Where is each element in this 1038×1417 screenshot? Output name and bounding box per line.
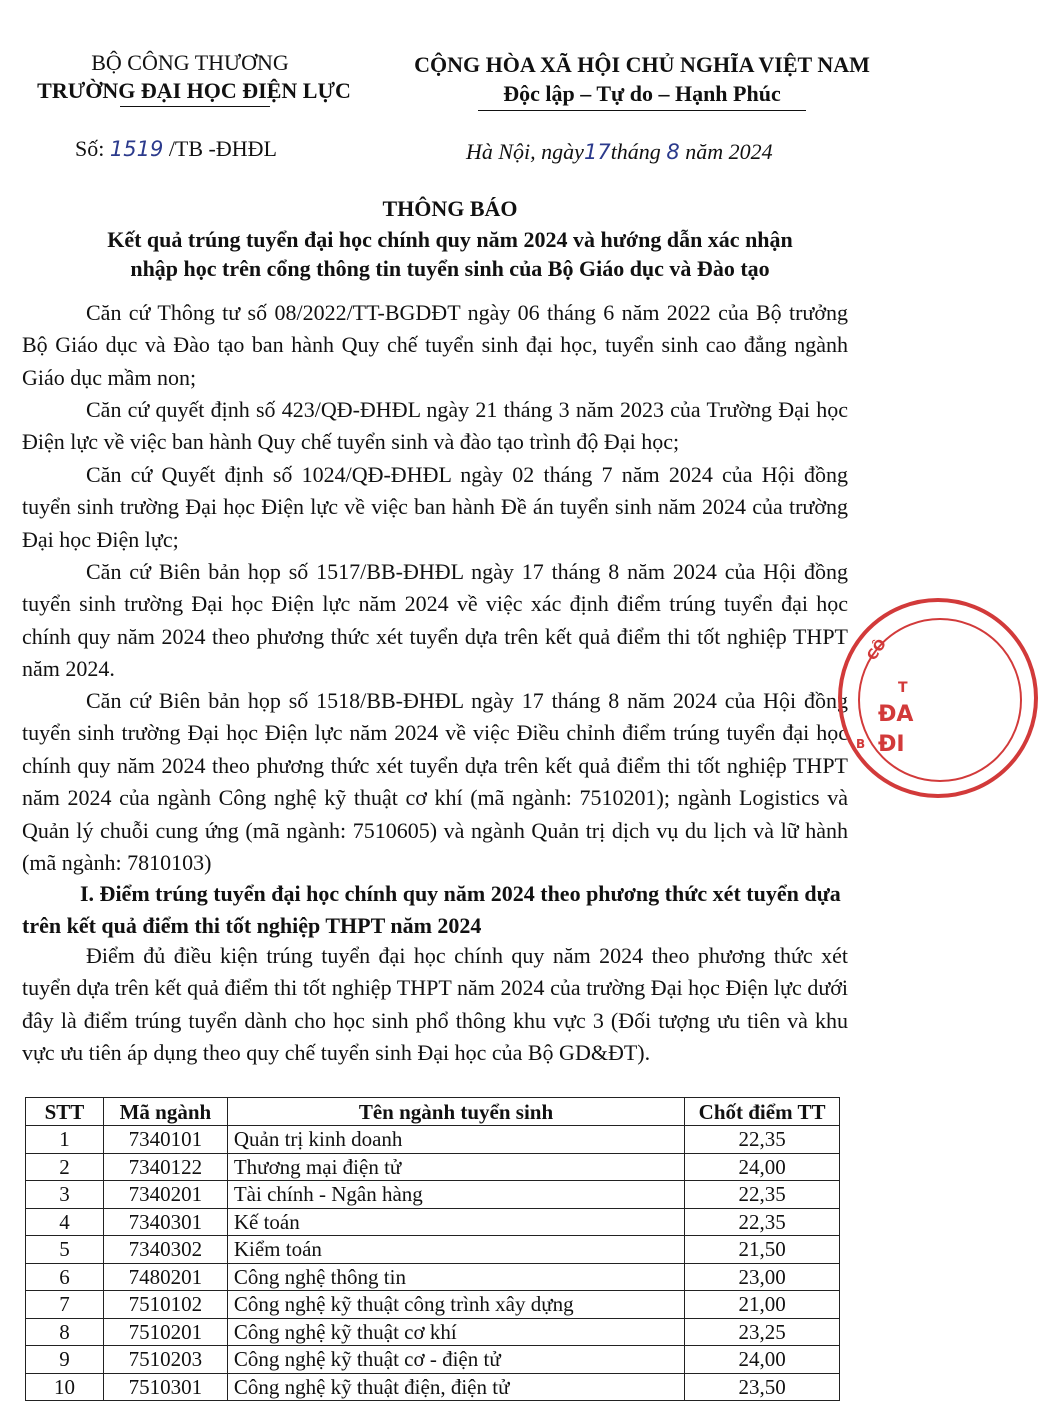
document-title: THÔNG BÁO — [382, 196, 518, 221]
paragraph-legal-basis-2: Căn cứ quyết định số 423/QĐ-ĐHĐL ngày 21 tháng 3 năm 2023 của Trường Đại học Điện lực về việc ban hành Quy chế tuyển sinh và đào tạo trình độ Đại học; — [22, 397, 848, 455]
cell-code: 7510301 — [103, 1373, 227, 1401]
column-header: Chốt điểm TT — [685, 1098, 840, 1126]
date-year: năm 2024 — [685, 139, 773, 164]
cell-score: 23,00 — [685, 1263, 840, 1291]
cell-score: 21,00 — [685, 1291, 840, 1319]
table-row — [26, 1208, 840, 1236]
cell-score: 22,35 — [685, 1126, 840, 1154]
cell-code: 7340302 — [103, 1236, 227, 1264]
table-row — [26, 1291, 840, 1319]
table-row — [26, 1263, 840, 1291]
date-month: 8 — [666, 140, 680, 164]
seal-ring-text: CÔ — [864, 636, 891, 664]
section-heading: I. Điểm trúng tuyển đại học chính quy năm 2024 theo phương thức xét tuyển dựa trên kết quả điểm thi tốt nghiệp THPT năm 2024 — [22, 881, 841, 939]
cell-major: Thương mại điện tử — [227, 1153, 684, 1181]
table-row — [26, 1318, 840, 1346]
cell-stt: 10 — [26, 1373, 104, 1401]
paragraph-legal-basis-1: Căn cứ Thông tư số 08/2022/TT-BGDĐT ngày 06 tháng 6 năm 2022 của Bộ trưởng Bộ Giáo dục và Đào tạo ban hành Quy chế tuyển sinh đại học, tuyển sinh cao đẳng ngành Giáo dục mầm non; — [22, 300, 848, 390]
cell-major: Quản trị kinh doanh — [227, 1126, 684, 1154]
seal-letter: ĐI — [878, 732, 905, 757]
admission-score-table — [25, 1097, 840, 1401]
cell-code: 7510203 — [103, 1346, 227, 1374]
cell-code: 7510201 — [103, 1318, 227, 1346]
column-header: Mã ngành — [103, 1098, 227, 1126]
cell-major: Công nghệ kỹ thuật điện, điện tử — [227, 1373, 684, 1401]
table-row — [26, 1126, 840, 1154]
table-row — [26, 1373, 840, 1401]
cell-stt: 2 — [26, 1153, 104, 1181]
cell-score: 22,35 — [685, 1208, 840, 1236]
paragraph-legal-basis-3: Căn cứ Quyết định số 1024/QĐ-ĐHĐL ngày 02 tháng 7 năm 2024 của Hội đồng tuyển sinh trường Đại học Điện lực về việc ban hành Đề án tuyển sinh năm 2024 của trường Đại học Điện lực; — [22, 462, 848, 552]
cell-score: 22,35 — [685, 1181, 840, 1209]
cell-code: 7340201 — [103, 1181, 227, 1209]
cell-score: 23,25 — [685, 1318, 840, 1346]
cell-major: Tài chính - Ngân hàng — [227, 1181, 684, 1209]
number-prefix: Số: — [75, 136, 105, 161]
column-header: Tên ngành tuyển sinh — [227, 1098, 684, 1126]
motto-underline — [478, 110, 806, 111]
date-prefix: Hà Nội, ngày — [466, 139, 584, 164]
cell-code: 7340101 — [103, 1126, 227, 1154]
cell-major: Công nghệ kỹ thuật công trình xây dựng — [227, 1291, 684, 1319]
table-row — [26, 1153, 840, 1181]
cell-code: 7340122 — [103, 1153, 227, 1181]
republic-name: CỘNG HÒA XÃ HỘI CHỦ NGHĨA VIỆT NAM — [414, 52, 870, 77]
cell-stt: 8 — [26, 1318, 104, 1346]
cell-major: Kế toán — [227, 1208, 684, 1236]
number-handwritten: 1519 — [109, 137, 164, 161]
date-month-label: tháng — [610, 139, 661, 164]
cell-score: 24,00 — [685, 1153, 840, 1181]
school-underline — [120, 106, 270, 107]
cell-code: 7480201 — [103, 1263, 227, 1291]
title-subline-1: Kết quả trúng tuyển đại học chính quy năm 2024 và hướng dẫn xác nhận — [107, 227, 793, 252]
cell-score: 23,50 — [685, 1373, 840, 1401]
cell-stt: 4 — [26, 1208, 104, 1236]
cell-code: 7340301 — [103, 1208, 227, 1236]
cell-stt: 5 — [26, 1236, 104, 1264]
ministry-name: BỘ CÔNG THƯƠNG — [91, 50, 289, 75]
paragraph-legal-basis-4: Căn cứ Biên bản họp số 1517/BB-ĐHĐL ngày 17 tháng 8 năm 2024 của Hội đồng tuyển sinh trường Đại học Điện lực năm 2024 về việc xác định điểm trúng tuyển đại học chính quy năm 2024 theo phương thức xét tuyển dựa trên kết quả điểm thi tốt nghiệp THPT năm 2024. — [22, 559, 848, 682]
cell-major: Công nghệ kỹ thuật cơ khí — [227, 1318, 684, 1346]
cell-major: Kiểm toán — [227, 1236, 684, 1264]
cell-score: 21,50 — [685, 1236, 840, 1264]
document-date — [466, 139, 773, 165]
paragraph-legal-basis-5: Căn cứ Biên bản họp số 1518/BB-ĐHĐL ngày 17 tháng 8 năm 2024 của Hội đồng tuyển sinh trường Đại học Điện lực năm 2024 về việc Điều chỉnh điểm trúng tuyển đại học chính quy năm 2024 theo phương thức xét tuyển dựa trên kết quả điểm thi tốt nghiệp THPT năm 2024 của ngành Công nghệ kỹ thuật cơ khí (mã ngành: 7510201); ngành Logistics và Quản lý chuỗi cung ứng (mã ngành: 7510605) và ngành Quản trị dịch vụ du lịch và lữ hành (mã ngành: 7810103) — [22, 688, 848, 876]
national-motto: Độc lập – Tự do – Hạnh Phúc — [503, 81, 781, 106]
seal-letter: B — [856, 737, 866, 751]
cell-score: 24,00 — [685, 1346, 840, 1374]
official-seal-stamp — [838, 598, 1038, 798]
cell-stt: 7 — [26, 1291, 104, 1319]
table-header-row — [26, 1098, 840, 1126]
cell-major: Công nghệ thông tin — [227, 1263, 684, 1291]
date-day: 17 — [583, 140, 611, 164]
table-row — [26, 1181, 840, 1209]
document-number — [75, 136, 277, 162]
table-row — [26, 1236, 840, 1264]
column-header: STT — [26, 1098, 104, 1126]
seal-letter: ĐA — [878, 702, 914, 727]
cell-stt: 9 — [26, 1346, 104, 1374]
cell-stt: 1 — [26, 1126, 104, 1154]
table-row — [26, 1346, 840, 1374]
cell-stt: 6 — [26, 1263, 104, 1291]
cell-stt: 3 — [26, 1181, 104, 1209]
cell-major: Công nghệ kỹ thuật cơ - điện tử — [227, 1346, 684, 1374]
school-name: TRƯỜNG ĐẠI HỌC ĐIỆN LỰC — [37, 78, 351, 103]
number-suffix: /TB -ĐHĐL — [168, 136, 277, 161]
title-subline-2: nhập học trên cổng thông tin tuyển sinh của Bộ Giáo dục và Đào tạo — [130, 256, 770, 281]
seal-letter: T — [898, 680, 908, 696]
paragraph-score-intro: Điểm đủ điều kiện trúng tuyển đại học chính quy năm 2024 theo phương thức xét tuyển dựa trên kết quả điểm thi tốt nghiệp THPT năm 2024 của trường Đại học Điện lực dưới đây là điểm trúng tuyển dành cho học sinh phổ thông khu vực 3 (Đối tượng ưu tiên và khu vực ưu tiên áp dụng theo quy chế tuyển sinh Đại học của Bộ GD&ĐT). — [22, 943, 848, 1066]
cell-code: 7510102 — [103, 1291, 227, 1319]
